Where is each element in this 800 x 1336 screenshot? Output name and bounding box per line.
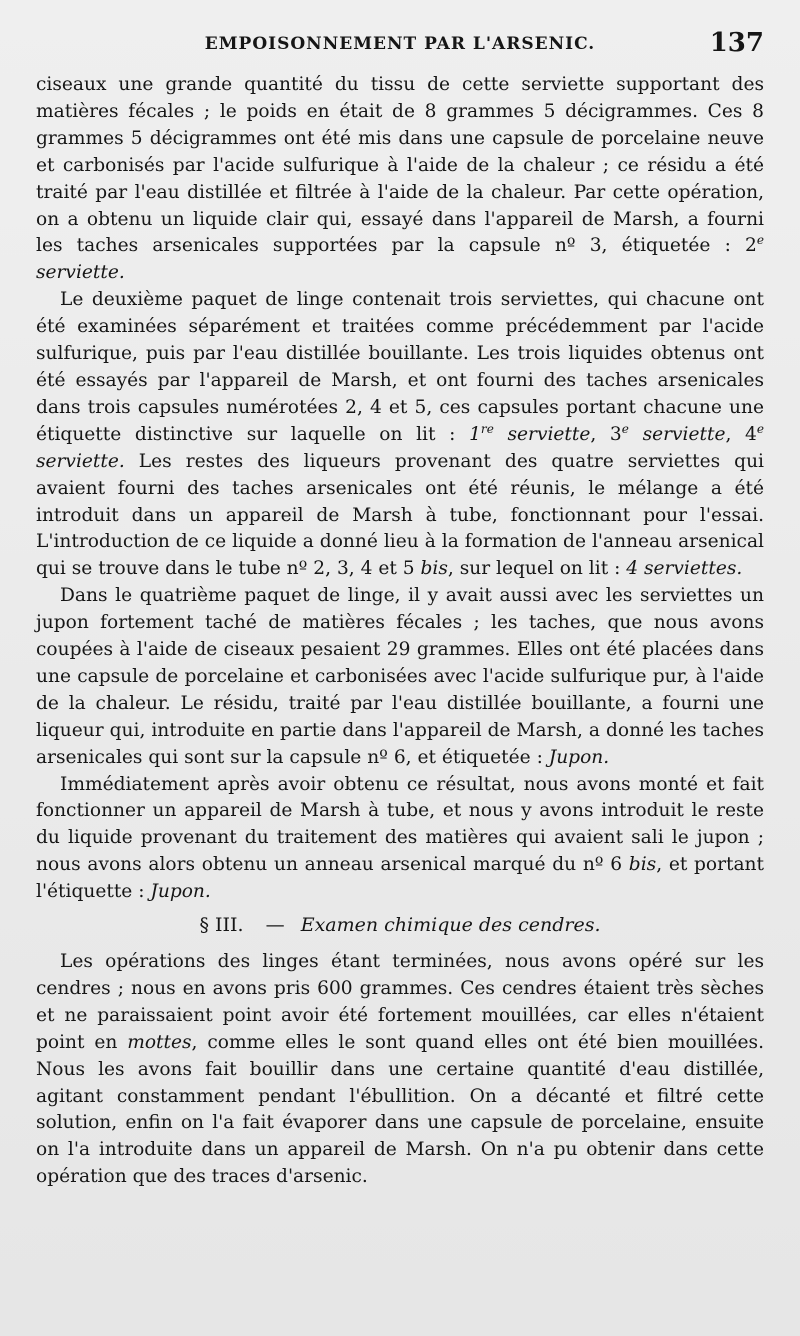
- text-segment: mottes: [127, 1031, 192, 1053]
- text-segment: Jupon.: [548, 746, 610, 768]
- text-segment: e: [756, 233, 764, 248]
- text-segment: , comme elles le sont quand elles ont été bien mouillées. Nous les avons fait bouillir dans une certaine quantité d'eau distillée, agitant constamment pendant l'ébullition. On a décanté et filtré cette solution, enfin on l'a fait évaporer dans une capsule de porcelaine, ensuite on l'a introduite dans un appareil de Marsh. On n'a pu obtenir dans cette opération que des traces d'arsenic.: [36, 1031, 764, 1188]
- paragraph-p3: [36, 583, 764, 771]
- section-heading: [36, 912, 764, 939]
- text-segment: serviette: [493, 423, 591, 445]
- text-segment: Le deuxième paquet de linge contenait trois serviettes, qui chacune ont été examinées séparément et traitées comme précédemment par l'acide sulfurique, puis par l'eau distillée bouillante. Les trois liquides obtenus ont été essayés par l'appareil de Marsh, et ont fourni des taches arsenicales dans trois capsules numérotées 2, 4 et 5, ces capsules portant chacune une étiquette distinctive sur laquelle on lit :: [36, 289, 764, 445]
- text-segment: e: [756, 421, 765, 436]
- section-title: Examen chimique des cendres.: [300, 914, 601, 937]
- text-segment: Jupon.: [150, 881, 211, 903]
- text-segment: Immédiatement après avoir obtenu ce résultat, nous avons monté et fait fonctionner un appareil de Marsh à tube, et nous y avons introduit le reste du liquide provenant du traitement des matières qui avaient sali le jupon ; nous avons alors obtenu un anneau arsenical marqué du nº 6: [36, 773, 764, 876]
- text-segment: bis: [628, 854, 657, 876]
- body-text: [36, 72, 764, 1191]
- text-segment: , 4: [725, 423, 757, 445]
- text-segment: serviette: [628, 423, 726, 445]
- text-segment: bis: [420, 558, 448, 580]
- paragraph-p2: [36, 287, 764, 583]
- paragraph-p5: [36, 949, 764, 1191]
- text-segment: serviette.: [36, 450, 125, 472]
- text-segment: Dans le quatrième paquet de linge, il y avait aussi avec les serviettes un jupon fortement taché de matières fécales ; les taches, que nous avons coupées à l'aide de ciseaux pesaient 29 grammes. Elles ont été placées dans une capsule de porcelaine et carbonisées avec l'acide sulfurique pur, à l'aide de la chaleur. Le résidu, traité par l'eau distillée bouillante, a fourni une liqueur qui, introduite en partie dans l'appareil de Marsh, a donné les taches arsenicales qui sont sur la capsule nº 6, et étiquetée :: [36, 585, 764, 768]
- text-segment: 4 serviettes.: [626, 558, 743, 580]
- text-segment: e: [621, 421, 629, 436]
- page-number: 137: [709, 28, 764, 58]
- page-header: [36, 28, 764, 64]
- text-segment: , sur lequel on lit :: [447, 558, 627, 580]
- paragraphs-before-section: [36, 72, 764, 906]
- paragraph-p1: [36, 72, 764, 287]
- text-segment: 1: [469, 423, 481, 445]
- text-segment: Les opérations des linges étant terminées, nous avons opéré sur les cendres ; nous en avons pris 600 grammes. Ces cendres étaient très sèches et ne paraissaient point avoir été fortement mouillées, car elles n'étaient point en: [36, 951, 764, 1053]
- text-segment: re: [480, 421, 494, 436]
- paragraphs-after-section: [36, 949, 764, 1191]
- section-number: § III.: [199, 914, 244, 937]
- text-segment: Les restes des liqueurs provenant des quatre serviettes qui avaient fourni des taches arsenicales ont été réunis, le mélange a été introduit dans un appareil de Marsh à tube, fonctionnant pour l'essai. L'introduction de ce liquide a donné lieu à la formation de l'anneau arsenical qui se trouve dans le tube nº 2, 3, 4 et 5: [36, 450, 764, 580]
- text-segment: serviette.: [36, 262, 125, 284]
- section-dash: —: [265, 914, 285, 937]
- running-head: EMPOISONNEMENT PAR L'ARSENIC.: [204, 34, 596, 54]
- text-segment: ciseaux une grande quantité du tissu de cette serviette supportant des matières fécales ; le poids en était de 8 grammes 5 décigrammes. Ces 8 grammes 5 décigrammes ont été mis dans une capsule de porcelaine neuve et carbonisés par l'acide sulfurique à l'aide de la chaleur ; ce résidu a été traité par l'eau distillée et filtrée à l'aide de la chaleur. Par cette opération, on a obtenu un liquide clair qui, essayé dans l'appareil de Marsh, a fourni les taches arsenicales supportées par la capsule nº 3, étiquetée : 2: [36, 74, 764, 257]
- text-segment: , 3: [590, 423, 622, 445]
- text-segment: , et portant l'étiquette :: [36, 854, 764, 903]
- paragraph-p4: [36, 772, 764, 907]
